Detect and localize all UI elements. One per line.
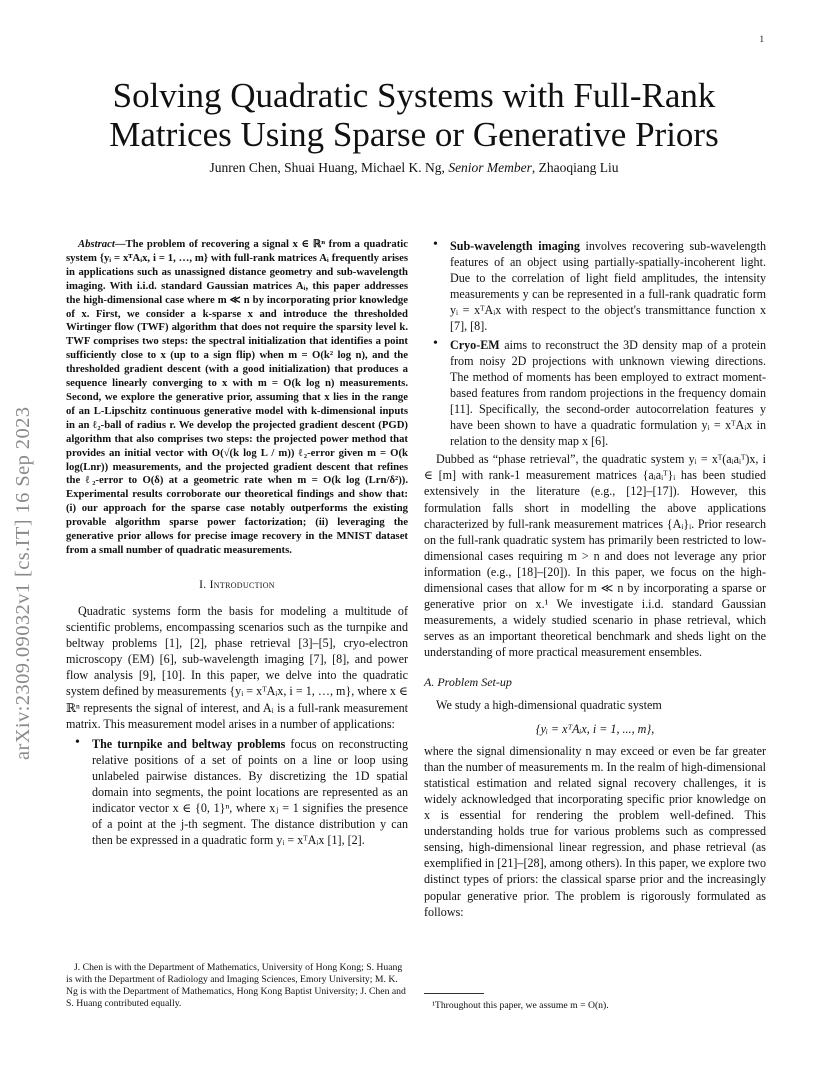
- section-heading-introduction: I. Introduction: [199, 577, 275, 591]
- bullet-icon: •: [433, 335, 438, 351]
- left-column: [66, 238, 408, 850]
- bullet-lead: Sub-wavelength imaging: [450, 239, 580, 253]
- abstract: [66, 238, 408, 558]
- affiliation-footnote: [66, 962, 408, 1010]
- right-column: [424, 238, 766, 920]
- bullet-lead: Cryo-EM: [450, 337, 500, 352]
- author-role: Senior Member: [448, 160, 532, 175]
- bullet-text: focus on reconstructing relative positions of a set of points on a line or loop using unlabeled pairwise distances. By discretizing the 1D spatial domain into segments, the point locations are represented as an indicator vector x ∈ {0, 1}ⁿ, where xⱼ = 1 signifies the presence of a point at the j-th segment. The distance distribution y can then be expressed in a quadratic form yᵢ = xᵀAᵢx [1], [2].: [92, 736, 409, 848]
- affiliation-text: J. Chen is with the Department of Mathematics, University of Hong Kong; S. Huang is with the Department of Radiology and Imaging Sciences, Emory University; M. K. Ng is with the Department of Mathematics, Hong Kong Baptist University; J. Chen and S. Huang contributed equally.: [66, 962, 406, 1010]
- bullet-icon: •: [75, 734, 80, 750]
- arxiv-identifier: arXiv:2309.09032v1 [cs.IT] 16 Sep 2023: [12, 406, 34, 760]
- setup-paragraph-2: where the signal dimensionality n may exceed or even be far greater than the number of measurements m. In the realm of high-dimensional statistical estimation and related signal recovery challenges, it is widely acknowledged that incorporating specific prior knowledge on x is essential for rendering the problem well-defined. This understanding holds true for various problems such as compressed sensing, high-dimensional linear regression, and phase retrieval (as exemplified in [21]–[28], among others). In this paper, we explore two distinct types of priors: the classical sparse prior and the increasingly popular generative prior. The problem is rigorously formulated as follows:: [424, 743, 766, 919]
- footnote-1: [424, 993, 766, 1012]
- subsection-heading-problem-setup: A. Problem Set-up: [424, 675, 512, 690]
- applications-list-left: [66, 736, 408, 849]
- author-last: , Zhaoqiang Liu: [531, 160, 619, 175]
- list-item: [75, 734, 409, 849]
- quadratic-system-equation: {yᵢ = xᵀAᵢx, i = 1, ..., m},: [535, 721, 655, 736]
- abstract-text: —The problem of recovering a signal x ∈ ℝⁿ from a quadratic system {yᵢ = xᵀAᵢx, i = 1, …, m} with full-rank matrices Aᵢ frequently arises in applications such as unassigned distance geometry and sub-wavelength imaging. With i.i.d. standard Gaussian matrices Aᵢ, this paper addresses the high-dimensional case where m ≪ n by incorporating prior knowledge of x. First, we consider a k-sparse x and introduce the thresholded Wirtinger flow (TWF) algorithm that does not require the sparsity level k. TWF comprises two steps: the spectral initialization that identifies a point sufficiently close to x (up to a sign flip) when m = O(k² log n), and the thresholded gradient descent (with a good initialization) that produces a sequence linearly converging to x with m = O(k log n) measurements. Second, we explore the generative prior, assuming that x lies in the range of an L-Lipschitz continuous generative model with k-dimensional inputs in an ℓ₂-ball of radius r. We develop the projected gradient descent (PGD) algorithm that also comprises two steps: the projected power method that provides an initial vector with O(√(k log L / m)) ℓ₂-error given m = O(k log(Lnr)) measurements, and the projected gradient descent that refines the ℓ₂-error to O(δ) at a geometric rate when m = O(k log (Lrn/δ²)). Experimental results corroborate our theoretical findings and show that: (i) our approach for the sparse case notably outperforms the existing provable algorithm sparse power factorization; (ii) leveraging the generative prior allows for precise image recovery in the MNIST dataset from a small number of quadratic measurements.: [66, 238, 408, 556]
- author-list: [60, 160, 768, 176]
- page-number: 1: [759, 34, 764, 44]
- footnote-1-text: ¹Throughout this paper, we assume m = O(n).: [432, 1000, 609, 1011]
- bullet-lead: The turnpike and beltway problems: [92, 736, 286, 751]
- abstract-label: Abstract: [78, 238, 115, 250]
- list-item: [433, 335, 766, 450]
- list-item: [433, 237, 766, 335]
- paper-title: Solving Quadratic Systems with Full-Rank Matrices Using Sparse or Generative Priors: [109, 76, 719, 154]
- bullet-text: aims to reconstruct the 3D density map of a protein from noisy 2D projections with unknown viewing directions. The method of moments has been employed to extract moment-based features from random projections in the frequency domain [11]. Specifically, the second-order autocorrelation features y have been shown to have a quadratic formulation yᵢ = xᵀAᵢx in relation to the density map x [6].: [450, 337, 766, 449]
- bullet-icon: •: [433, 237, 438, 252]
- bullet-text: involves recovering sub-wavelength features of an object using partially-spatially-incoherent light. Due to the correlation of light field amplitudes, the intensity measurements y can be represented in a full-rank quadratic form yᵢ = xᵀAᵢx with respect to the object's transmittance function x [7], [8].: [450, 239, 766, 334]
- intro-paragraph-1: Quadratic systems form the basis for modeling a multitude of scientific problems, encompassing scenarios such as the turnpike and beltway problems [1], [2], phase retrieval [3]–[5], cryo-electron microscopy (EM) [6], sub-wavelength imaging [7], [8], and power flow analysis [9], [10]. In this paper, we delve into the quadratic system defined by measurements {yᵢ = xᵀAᵢx, i = 1, …, m}, where x ∈ ℝⁿ represents the signal of interest, and Aᵢ is a full-rank measurement matrix. This measurement model arises in a number of applications:: [66, 603, 408, 731]
- setup-paragraph-1: We study a high-dimensional quadratic system: [436, 697, 662, 712]
- author-names: Junren Chen, Shuai Huang, Michael K. Ng,: [209, 160, 445, 175]
- applications-list-right: [424, 238, 766, 449]
- intro-paragraph-2: Dubbed as “phase retrieval”, the quadratic system yᵢ = xᵀ(aᵢaᵢᵀ)x, i ∈ [m] with rank-1 measurement matrices {aᵢaᵢᵀ}ᵢ has been studied extensively in the literature (e.g., [12]–[17]). However, this formulation falls short in modelling the above applications characterized by full-rank measurement matrices {Aᵢ}ᵢ. Prior research on the full-rank quadratic system has primarily been restricted to low-dimensional cases requiring m > n and does not leverage any prior information (e.g., [18]–[20]). In this paper, we focus on the high-dimensional cases that allow for m ≪ n by incorporating a sparse or generative prior on x.¹ We investigate i.i.d. standard Gaussian measurements, a widely studied scenario in phase retrieval, which serves as an important theoretical benchmark and sheds light on the understanding of more practical measurement ensembles.: [424, 452, 766, 660]
- footnote-rule: [424, 993, 484, 994]
